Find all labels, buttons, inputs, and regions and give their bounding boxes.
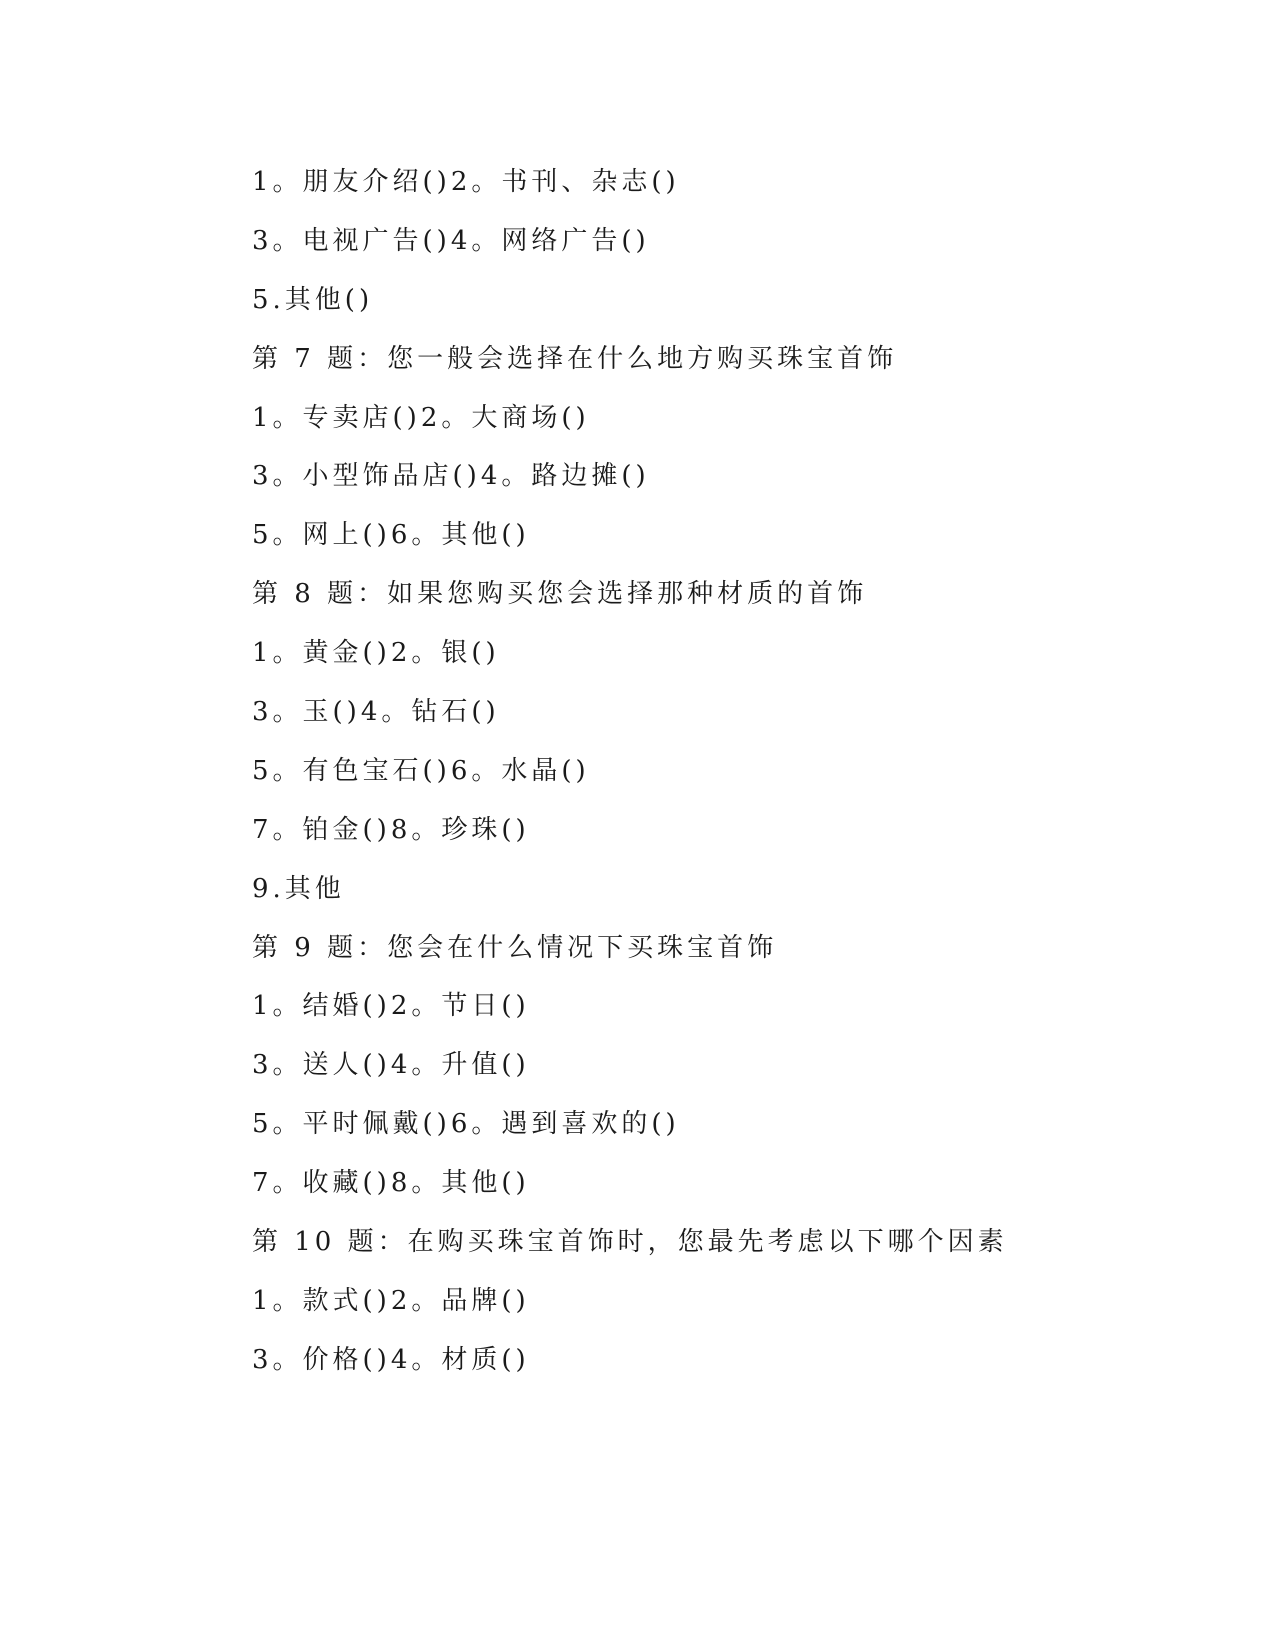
q9-options-1-2: 1。结婚()2。节日(): [252, 991, 530, 1022]
q8-options-5-6: 5。有色宝石()6。水晶(): [252, 755, 590, 786]
q8-options-3-4: 3。玉()4。钻石(): [252, 697, 500, 728]
questionnaire-body: [252, 160, 1052, 1397]
q6-option-5: 5.其他(): [252, 284, 374, 315]
q7-options-5-6: 5。网上()6。其他(): [252, 520, 530, 551]
question-9-title: 第 9 题：您会在什么情况下买珠宝首饰: [252, 932, 778, 963]
q8-options-1-2: 1。黄金()2。银(): [252, 638, 500, 669]
q6-options-1-2: 1。朋友介绍()2。书刊、杂志(): [252, 167, 680, 197]
question-7-title: 第 7 题：您一般会选择在什么地方购买珠宝首饰: [252, 343, 898, 374]
q8-option-9: 9.其他: [252, 873, 345, 904]
q9-options-3-4: 3。送人()4。升值(): [252, 1050, 530, 1081]
q6-options-3-4: 3。电视广告()4。网络广告(): [252, 225, 650, 256]
question-10-title: 第 10 题：在购买珠宝首饰时，您最先考虑以下哪个因素: [252, 1227, 1008, 1258]
q8-options-7-8: 7。铂金()8。珍珠(): [252, 814, 530, 845]
q7-options-1-2: 1。专卖店()2。大商场(): [252, 402, 590, 433]
q9-options-7-8: 7。收藏()8。其他(): [252, 1168, 530, 1199]
q7-options-3-4: 3。小型饰品店()4。路边摊(): [252, 461, 650, 492]
question-8-title: 第 8 题：如果您购买您会选择那种材质的首饰: [252, 579, 868, 610]
q10-options-3-4: 3。价格()4。材质(): [252, 1344, 530, 1375]
q10-options-1-2: 1。款式()2。品牌(): [252, 1285, 530, 1316]
q9-options-5-6: 5。平时佩戴()6。遇到喜欢的(): [252, 1109, 680, 1140]
